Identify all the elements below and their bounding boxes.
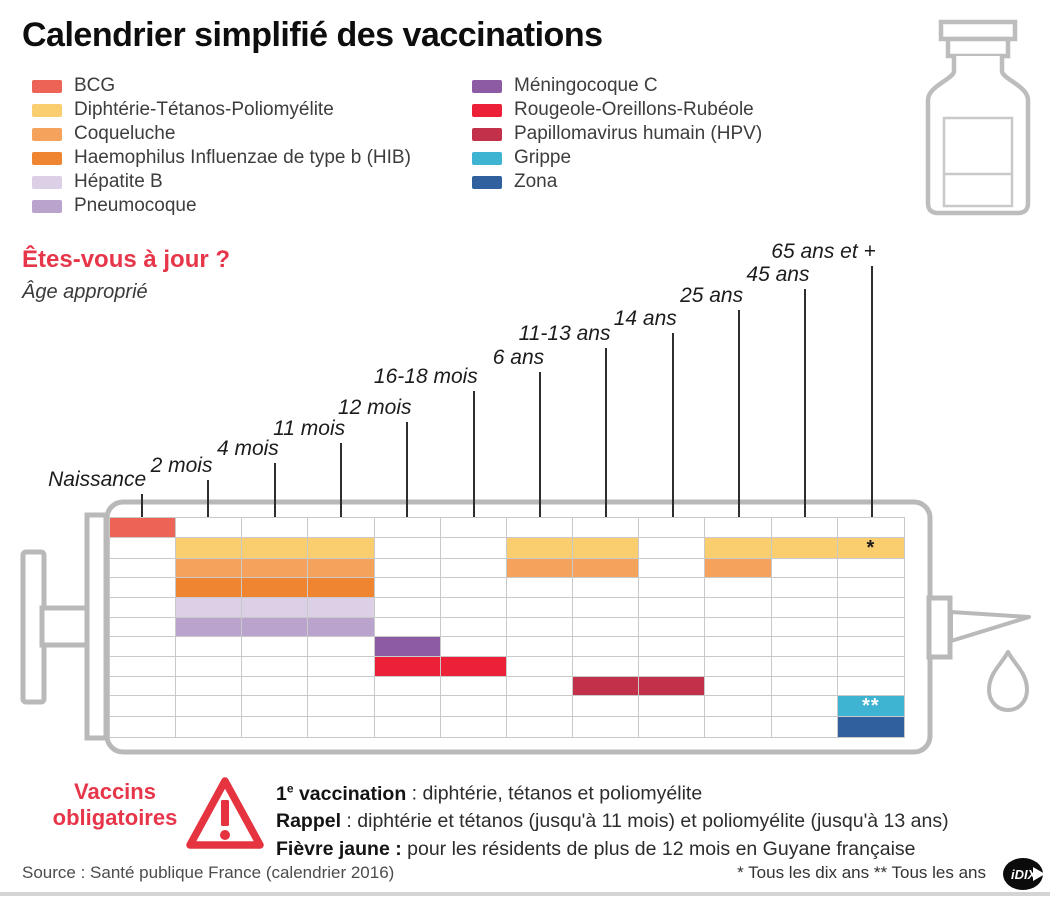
grid-cell (573, 637, 639, 657)
mandatory-vaccines-heading (44, 779, 186, 831)
grid-cell (375, 717, 441, 737)
grid-cell (176, 717, 242, 737)
grid-cell (441, 598, 507, 618)
grid-cell (242, 598, 308, 618)
grid-cell (705, 618, 771, 638)
grid-cell (308, 657, 374, 677)
grid-cell (308, 578, 374, 598)
grid-cell (772, 637, 838, 657)
grid-cell (507, 696, 573, 717)
grid-cell (573, 578, 639, 598)
grid-cell (176, 598, 242, 618)
grid-cell (838, 657, 904, 677)
age-label: 25 ans (680, 284, 744, 307)
grid-cell (110, 578, 176, 598)
legend-right-column (472, 74, 762, 194)
legend-item (32, 74, 411, 98)
vial-label (944, 118, 1012, 206)
grid-cell (308, 717, 374, 737)
grid-cell (375, 518, 441, 538)
legend-item (32, 170, 411, 194)
grid-cell (110, 657, 176, 677)
grid-cell (308, 618, 374, 638)
legend-label: Haemophilus Influenzae de type b (HIB) (74, 147, 411, 168)
grid-cell (573, 559, 639, 579)
grid-cell (110, 538, 176, 559)
grid-cell (507, 578, 573, 598)
cell-annotation: ** (862, 695, 880, 718)
grid-cell (308, 598, 374, 618)
legend-swatch (32, 128, 62, 141)
grid-cell (573, 538, 639, 559)
grid-cell (110, 559, 176, 579)
grid-cell (242, 578, 308, 598)
grid-cell (242, 538, 308, 559)
grid-cell (110, 618, 176, 638)
idix-logo (1002, 856, 1046, 892)
grid-cell (176, 618, 242, 638)
page-title: Calendrier simplifié des vaccinations (22, 16, 603, 54)
legend-item (472, 74, 762, 98)
grid-cell (308, 637, 374, 657)
vial-cap-band (948, 39, 1008, 56)
grid-cell (176, 518, 242, 538)
grid-cell (705, 518, 771, 538)
grid-cell (838, 618, 904, 638)
grid-cell (441, 637, 507, 657)
grid-cell (838, 637, 904, 657)
warning-exclamation-dot (220, 830, 230, 840)
grid-cell (375, 657, 441, 677)
grid-cell (242, 618, 308, 638)
grid-cell (573, 598, 639, 618)
grid-cell (772, 538, 838, 559)
grid-cell (705, 717, 771, 737)
mandatory-note-line: 1e vaccination : diphtérie, tétanos et poliomyélite (276, 781, 703, 805)
age-label: Naissance (48, 468, 147, 491)
vaccine-grid (109, 517, 905, 738)
grid-cell (375, 578, 441, 598)
grid-cell (705, 677, 771, 697)
grid-cell (375, 618, 441, 638)
grid-cell (573, 518, 639, 538)
grid-cell (772, 657, 838, 677)
age-label: 65 ans et + (771, 240, 876, 263)
legend-item (32, 122, 411, 146)
legend-item (472, 146, 762, 170)
grid-cell (507, 559, 573, 579)
grid-cell (308, 518, 374, 538)
grid-cell (838, 677, 904, 697)
grid-cell (573, 657, 639, 677)
grid-cell (838, 598, 904, 618)
grid-cell (176, 559, 242, 579)
grid-cell (176, 538, 242, 559)
grid-cell (176, 677, 242, 697)
legend-item (32, 98, 411, 122)
grid-cell (375, 598, 441, 618)
mandatory-vaccines-notes (276, 775, 949, 863)
age-label: 11 mois (273, 417, 346, 440)
grid-cell (838, 538, 904, 559)
grid-cell (772, 578, 838, 598)
grid-cell (176, 657, 242, 677)
grid-cell (639, 518, 705, 538)
legend-swatch (472, 80, 502, 93)
age-axis-caption: Âge approprié (22, 281, 148, 303)
age-label: 4 mois (216, 437, 279, 460)
legend-swatch (32, 152, 62, 165)
grid-cell (573, 618, 639, 638)
grid-cell (772, 696, 838, 717)
grid-cell (176, 696, 242, 717)
age-tick-line (738, 310, 740, 517)
legend-label: Coqueluche (74, 123, 176, 144)
mandatory-heading-line: Vaccins (74, 779, 156, 804)
grid-cell (838, 578, 904, 598)
grid-cell (838, 717, 904, 737)
mandatory-note-line: Fièvre jaune : pour les résidents de plus de 12 mois en Guyane française (276, 837, 916, 860)
grid-cell (772, 598, 838, 618)
warning-exclamation-bar (221, 800, 229, 826)
grid-cell (242, 637, 308, 657)
grid-cell (242, 696, 308, 717)
legend-label: BCG (74, 75, 116, 96)
grid-cell (507, 598, 573, 618)
idix-logo-text: iDIX (1011, 867, 1037, 882)
grid-cell (705, 538, 771, 559)
legend-swatch (472, 128, 502, 141)
grid-cell (308, 538, 374, 559)
grid-cell (110, 677, 176, 697)
grid-cell (772, 518, 838, 538)
mandatory-note-line: Rappel : diphtérie et tétanos (jusqu'à 11 mois) et poliomyélite (jusqu'à 13 ans) (276, 810, 949, 832)
legend-label: Méningocoque C (514, 75, 658, 96)
grid-cell (441, 559, 507, 579)
age-tick-line (871, 266, 873, 517)
grid-cell (308, 696, 374, 717)
grid-cell (441, 677, 507, 697)
legend-swatch (32, 80, 62, 93)
legend-label: Pneumocoque (74, 195, 197, 216)
grid-cell (110, 637, 176, 657)
grid-cell (507, 637, 573, 657)
syringe-plunger-shaft (42, 608, 89, 645)
grid-cell (242, 559, 308, 579)
grid-cell (507, 677, 573, 697)
footer-divider (0, 892, 1050, 896)
warning-icon (183, 772, 267, 858)
grid-cell (507, 717, 573, 737)
grid-cell (705, 559, 771, 579)
age-label: 2 mois (150, 454, 213, 477)
grid-cell (705, 637, 771, 657)
grid-cell (176, 637, 242, 657)
grid-cell (242, 518, 308, 538)
grid-cell (573, 677, 639, 697)
grid-cell (573, 696, 639, 717)
age-label: 45 ans (746, 263, 810, 286)
legend-item (472, 98, 762, 122)
grid-cell (375, 538, 441, 559)
grid-cell (639, 618, 705, 638)
age-tick-line (804, 289, 806, 517)
grid-cell (507, 538, 573, 559)
grid-cell (507, 618, 573, 638)
grid-cell (705, 578, 771, 598)
legend-item (472, 170, 762, 194)
grid-cell (375, 637, 441, 657)
legend-swatch (32, 200, 62, 213)
grid-cell (705, 598, 771, 618)
legend-label: Hépatite B (74, 171, 163, 192)
grid-cell (375, 559, 441, 579)
age-label: 6 ans (492, 346, 545, 369)
legend-swatch (472, 176, 502, 189)
legend-swatch (472, 104, 502, 117)
grid-cell (176, 578, 242, 598)
age-label: 12 mois (337, 396, 412, 419)
grid-cell (838, 696, 904, 717)
grid-cell (507, 518, 573, 538)
grid-cell (441, 578, 507, 598)
grid-cell (639, 637, 705, 657)
cell-annotation: * (866, 536, 876, 559)
grid-cell (441, 657, 507, 677)
age-label: 11-13 ans (518, 322, 611, 345)
source-text: Source : Santé publique France (calendrier 2016) (22, 863, 395, 882)
grid-cell (639, 559, 705, 579)
grid-cell (639, 677, 705, 697)
grid-cell (772, 717, 838, 737)
grid-cell (772, 677, 838, 697)
legend-label: Grippe (514, 147, 572, 168)
grid-cell (639, 717, 705, 737)
grid-cell (110, 518, 176, 538)
legend-swatch (472, 152, 502, 165)
grid-cell (705, 696, 771, 717)
legend-swatch (32, 104, 62, 117)
grid-cell (639, 538, 705, 559)
grid-cell (242, 657, 308, 677)
syringe-needle (951, 612, 1029, 641)
syringe-plunger-head (87, 515, 106, 738)
grid-cell (838, 559, 904, 579)
grid-cell (772, 559, 838, 579)
mandatory-heading-line: obligatoires (52, 805, 178, 830)
grid-cell (308, 677, 374, 697)
grid-cell (441, 696, 507, 717)
legend-item (472, 122, 762, 146)
legend-label: Papillomavirus humain (HPV) (514, 123, 763, 144)
grid-cell (441, 518, 507, 538)
grid-cell (772, 618, 838, 638)
grid-cell (110, 696, 176, 717)
grid-cell (110, 717, 176, 737)
grid-cell (639, 578, 705, 598)
legend-item (32, 194, 411, 218)
grid-cell (110, 598, 176, 618)
vial-cap (941, 22, 1015, 39)
grid-cell (441, 717, 507, 737)
grid-cell (375, 677, 441, 697)
age-label: 14 ans (613, 307, 677, 330)
legend-label: Diphtérie-Tétanos-Poliomyélite (74, 99, 334, 120)
grid-cell (573, 717, 639, 737)
legend-item (32, 146, 411, 170)
syringe-nozzle (929, 598, 950, 657)
grid-cell (242, 677, 308, 697)
grid-cell (639, 598, 705, 618)
vaccine-vial-icon (920, 14, 1038, 220)
legend-label: Rougeole-Oreillons-Rubéole (514, 99, 754, 120)
grid-cell (705, 657, 771, 677)
grid-cell (308, 559, 374, 579)
grid-cell (242, 717, 308, 737)
grid-cell (639, 657, 705, 677)
grid-cell (375, 696, 441, 717)
legend-swatch (32, 176, 62, 189)
age-label: 16-18 mois (373, 365, 478, 388)
grid-cell (441, 618, 507, 638)
legend-left-column (32, 74, 411, 218)
grid-cell (838, 518, 904, 538)
legend-label: Zona (514, 171, 558, 192)
footnotes-text: * Tous les dix ans ** Tous les ans (737, 863, 986, 882)
droplet-icon (989, 652, 1027, 710)
grid-cell (639, 696, 705, 717)
grid-cell (507, 657, 573, 677)
question-heading: Êtes-vous à jour ? (22, 246, 231, 273)
grid-cell (441, 538, 507, 559)
